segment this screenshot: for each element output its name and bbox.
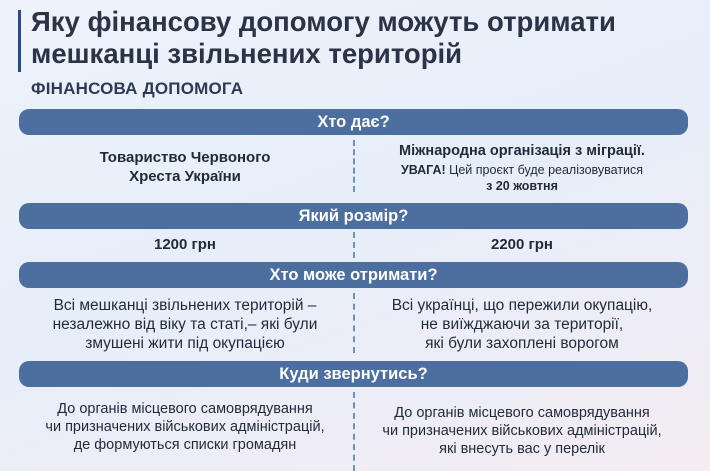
apply-left-line: де формуються списки громадян: [73, 437, 297, 453]
section-header-who-gives: Хто дає?: [19, 109, 688, 135]
eligibility-right-line: Всі українці, що пережили окупацію,: [391, 297, 653, 314]
amount-right: 2200 грн: [490, 236, 553, 253]
iom-start-date: з 20 жовтня: [486, 179, 558, 193]
column-divider: [353, 232, 355, 258]
who-gives-left-line: Хреста України: [129, 168, 241, 185]
section-header-amount: Який розмір?: [19, 203, 688, 229]
eligibility-left-line: Всі мешканці звільнених територій –: [53, 297, 317, 314]
apply-left: [20, 400, 350, 454]
section-header-where-to-apply: Куди звернутись?: [19, 361, 688, 387]
page-title: Яку фінансову допомогу можуть отримати мешканці звільнених територій: [31, 6, 616, 69]
iom-warning: [357, 162, 687, 178]
eligibility-right: [357, 296, 687, 353]
eligibility-right-line: які були захоплені ворогом: [425, 335, 619, 352]
column-divider: [353, 140, 355, 192]
title-accent-bar: [18, 10, 21, 72]
apply-right-line: які внесуть вас у перелік: [439, 441, 605, 457]
amount-left: 1200 грн: [153, 236, 216, 253]
eligibility-left-line: незалежно від віку та статі,– які були: [52, 316, 318, 333]
page-subtitle: ФІНАНСОВА ДОПОМОГА: [31, 79, 244, 98]
warning-text: Цей проєкт буде реалізовуватися: [445, 163, 644, 177]
apply-right-line: До органів місцевого самоврядування: [394, 405, 650, 421]
column-divider: [353, 392, 355, 471]
apply-left-line: До органів місцевого самоврядування: [57, 401, 313, 417]
section-header-eligibility: Хто може отримати?: [19, 262, 688, 288]
eligibility-left: [20, 296, 350, 353]
eligibility-right-line: не виїжджаючи за території,: [420, 316, 624, 333]
iom-name: Міжнародна організація з міграції.: [399, 143, 645, 159]
column-divider: [353, 293, 355, 353]
who-gives-right: [357, 142, 687, 194]
warning-label: УВАГА!: [400, 163, 446, 177]
apply-left-line: чи призначених військових адміністрацій,: [45, 419, 325, 435]
eligibility-left-line: змушені жити під окупацією: [85, 335, 285, 352]
who-gives-left-line: Товариство Червоного: [99, 149, 271, 166]
apply-right: [357, 404, 687, 458]
who-gives-left: [20, 148, 350, 186]
apply-right-line: чи призначених військових адміністрацій,: [382, 423, 662, 439]
